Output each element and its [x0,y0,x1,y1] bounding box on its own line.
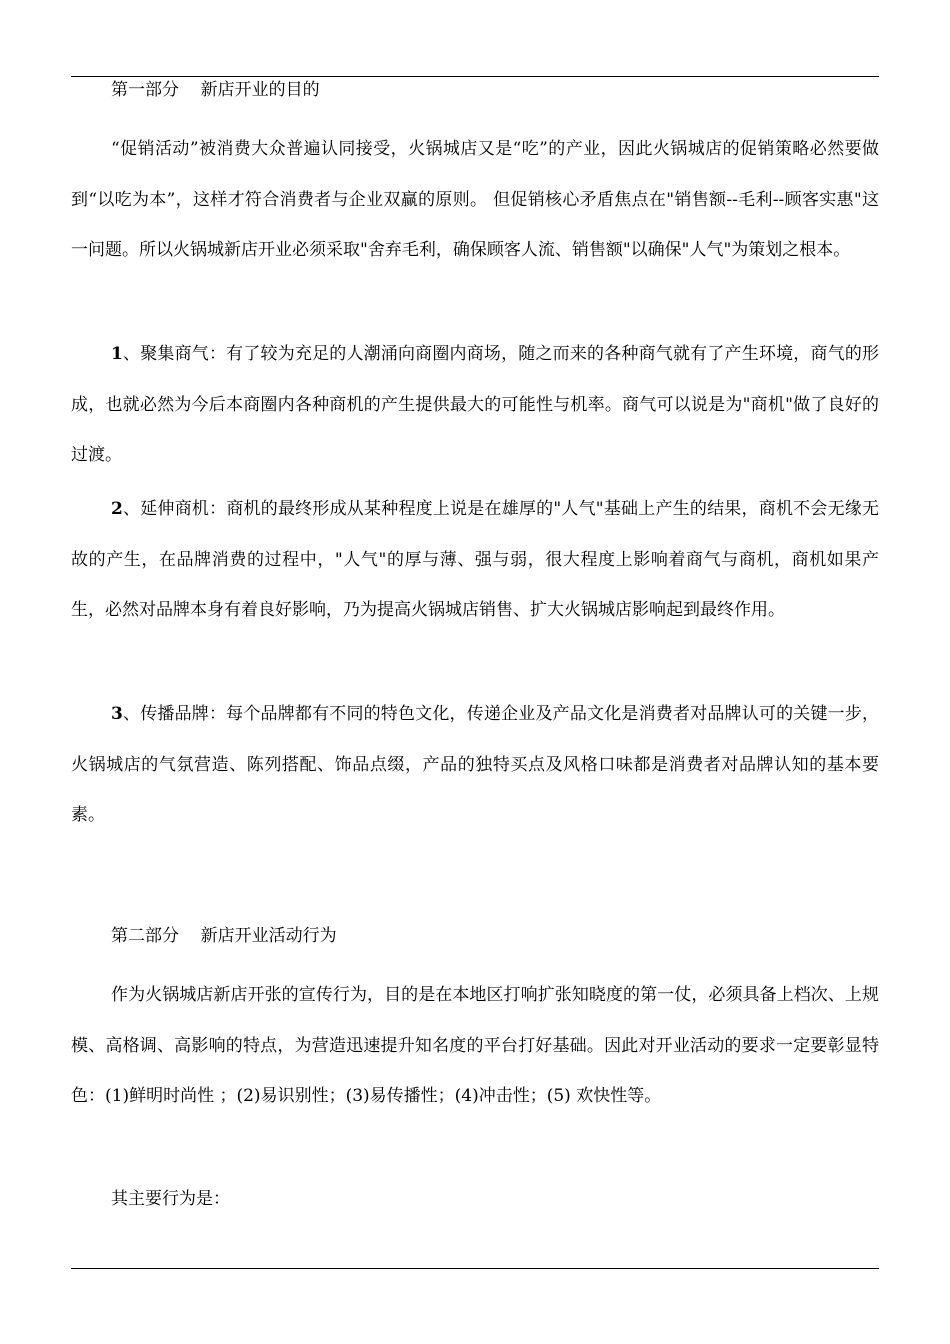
point-2-number: 2 [111,499,123,519]
section-2-heading: 第二部分 新店开业活动行为 [111,926,337,946]
section-2-lead-paragraph: 其主要行为是： [111,1189,230,1209]
point-3-text: 、传播品牌：每个品牌都有不同的特色文化，传递企业及产品文化是消费者对品牌认可的关键一步，火锅城店的气氛营造、陈列搭配、饰品点缀，产品的独特买点及风格口味都是消费者对品牌认知的基本要素。 [71,704,879,825]
point-2-text: 、延伸商机：商机的最终形成从某种程度上说是在雄厚的"人气"基础上产生的结果，商机不会无缘无故的产生，在品牌消费的过程中，"人气"的厚与薄、强与弱，很大程度上影响着商气与商机，商机如果产生，必然对品牌本身有着良好影响，乃为提高火锅城店销售、扩大火锅城店影响起到最终作用。 [71,499,879,620]
point-3-paragraph [71,689,879,841]
point-3-number: 3 [111,704,123,724]
point-2-paragraph [71,484,879,636]
section-1-heading: 第一部分 新店开业的目的 [111,80,320,100]
section-2-intro-paragraph: 作为火锅城店新店开张的宣传行为，目的是在本地区打响扩张知晓度的第一仗，必须具备上档次、上规模、高格调、高影响的特点，为营造迅速提升知名度的平台打好基础。因此对开业活动的要求一定要彰显特色：(1)鲜明时尚性 ；(2)易识别性；(3)易传播性；(4)冲击性；(5) 欢快性等。 [71,985,879,1106]
footer-rule [71,1268,879,1269]
point-1-paragraph [71,329,879,481]
section-1-intro-paragraph: “促销活动”被消费大众普遍认同接受，火锅城店又是“吃”的产业，因此火锅城店的促销策略必然要做到“以吃为本”，这样才符合消费者与企业双赢的原则。 但促销核心矛盾焦点在"销售额--毛利--顾客实惠"这一问题。所以火锅城新店开业必须采取"舍弃毛利，确保顾客人流、销售额"以确保"人气"为策划之根本。 [71,139,879,260]
point-1-number: 1 [111,344,123,364]
point-1-text: 、聚集商气：有了较为充足的人潮涌向商圈内商场，随之而来的各种商气就有了产生环境，商气的形成，也就必然为今后本商圈内各种商机的产生提供最大的可能性与机率。商气可以说是为"商机"做了良好的过渡。 [71,344,879,465]
header-rule [71,76,879,77]
